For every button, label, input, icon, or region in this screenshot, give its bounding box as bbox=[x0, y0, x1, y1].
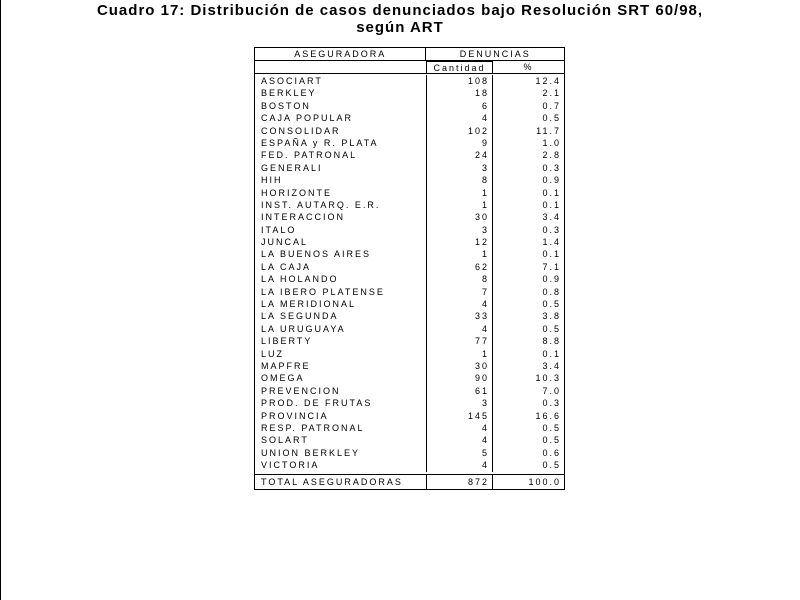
row-pct: 11.7 bbox=[492, 125, 564, 137]
row-cantidad: 8 bbox=[426, 174, 492, 186]
table-row bbox=[255, 397, 564, 409]
row-pct: 10.3 bbox=[492, 372, 564, 384]
row-name: LA MERIDIONAL bbox=[261, 299, 357, 310]
row-name: LUZ bbox=[261, 348, 285, 359]
table-subheader-row bbox=[255, 61, 564, 74]
row-pct: 0.1 bbox=[492, 199, 564, 211]
table-row bbox=[255, 335, 564, 347]
table-row bbox=[255, 459, 564, 471]
row-pct: 12.4 bbox=[492, 75, 564, 87]
row-pct: 0.3 bbox=[492, 397, 564, 409]
row-pct: 0.5 bbox=[492, 323, 564, 335]
row-name: LA SEGUNDA bbox=[261, 311, 339, 322]
total-cantidad: 872 bbox=[426, 475, 492, 489]
table-row bbox=[255, 360, 564, 372]
table-row bbox=[255, 323, 564, 335]
row-cantidad: 3 bbox=[426, 397, 492, 409]
table-row bbox=[255, 286, 564, 298]
row-pct: 3.4 bbox=[492, 360, 564, 372]
row-cantidad: 4 bbox=[426, 112, 492, 124]
row-name: GENERALI bbox=[261, 162, 323, 173]
denuncias-table bbox=[254, 47, 565, 490]
title-line-1: Cuadro 17: Distribución de casos denunciados bajo Resolución SRT 60/98, bbox=[96, 2, 704, 19]
row-cantidad: 145 bbox=[426, 410, 492, 422]
row-name: BERKLEY bbox=[261, 88, 317, 99]
row-name: OMEGA bbox=[261, 373, 305, 384]
row-pct: 0.3 bbox=[492, 162, 564, 174]
row-cantidad: 1 bbox=[426, 348, 492, 360]
table-total-row bbox=[255, 474, 564, 489]
table-row bbox=[255, 187, 564, 199]
row-name: LA IBERO PLATENSE bbox=[261, 286, 385, 297]
row-cantidad: 1 bbox=[426, 187, 492, 199]
table-row bbox=[255, 112, 564, 124]
table-row bbox=[255, 310, 564, 322]
row-cantidad: 1 bbox=[426, 248, 492, 260]
row-cantidad: 6 bbox=[426, 100, 492, 112]
row-name: HORIZONTE bbox=[261, 187, 332, 198]
row-name: CAJA POPULAR bbox=[261, 113, 354, 124]
table-row bbox=[255, 385, 564, 397]
row-pct: 0.1 bbox=[492, 248, 564, 260]
table-row bbox=[255, 137, 564, 149]
row-name: ESPAÑA y R. PLATA bbox=[261, 137, 379, 148]
table-row bbox=[255, 87, 564, 99]
table-row bbox=[255, 199, 564, 211]
row-cantidad: 4 bbox=[426, 298, 492, 310]
total-label: TOTAL ASEGURADORAS bbox=[261, 476, 403, 487]
row-cantidad: 4 bbox=[426, 434, 492, 446]
table-row bbox=[255, 224, 564, 236]
row-cantidad: 61 bbox=[426, 385, 492, 397]
table-row bbox=[255, 149, 564, 161]
row-pct: 0.3 bbox=[492, 224, 564, 236]
table-row bbox=[255, 422, 564, 434]
row-pct: 0.8 bbox=[492, 286, 564, 298]
row-name: CONSOLIDAR bbox=[261, 125, 341, 136]
row-pct: 2.1 bbox=[492, 87, 564, 99]
table-row bbox=[255, 125, 564, 137]
row-cantidad: 12 bbox=[426, 236, 492, 248]
row-name: RESP. PATRONAL bbox=[261, 422, 365, 433]
table-row bbox=[255, 273, 564, 285]
table-header-row bbox=[255, 48, 564, 61]
row-name: PREVENCION bbox=[261, 385, 341, 396]
row-cantidad: 7 bbox=[426, 286, 492, 298]
table-row bbox=[255, 100, 564, 112]
row-name: ITALO bbox=[261, 224, 297, 235]
row-cantidad: 4 bbox=[426, 459, 492, 471]
row-pct: 1.0 bbox=[492, 137, 564, 149]
table-row bbox=[255, 174, 564, 186]
row-pct: 1.4 bbox=[492, 236, 564, 248]
row-cantidad: 77 bbox=[426, 335, 492, 347]
row-pct: 8.8 bbox=[492, 335, 564, 347]
row-name: LIBERTY bbox=[261, 336, 313, 347]
row-cantidad: 62 bbox=[426, 261, 492, 273]
row-cantidad: 5 bbox=[426, 447, 492, 459]
row-pct: 0.5 bbox=[492, 422, 564, 434]
row-name: PROVINCIA bbox=[261, 410, 329, 421]
table-row bbox=[255, 372, 564, 384]
row-cantidad: 8 bbox=[426, 273, 492, 285]
row-pct: 0.6 bbox=[492, 447, 564, 459]
row-cantidad: 4 bbox=[426, 422, 492, 434]
frame-left-border bbox=[0, 0, 1, 600]
row-cantidad: 3 bbox=[426, 162, 492, 174]
row-pct: 0.5 bbox=[492, 112, 564, 124]
row-cantidad: 108 bbox=[426, 75, 492, 87]
row-pct: 0.5 bbox=[492, 298, 564, 310]
row-name: VICTORIA bbox=[261, 460, 320, 471]
row-cantidad: 4 bbox=[426, 323, 492, 335]
row-name: INTERACCION bbox=[261, 212, 346, 223]
table-body bbox=[255, 74, 564, 472]
row-pct: 0.9 bbox=[492, 174, 564, 186]
row-name: LA HOLANDO bbox=[261, 274, 339, 285]
row-name: LA CAJA bbox=[261, 261, 312, 272]
row-pct: 7.0 bbox=[492, 385, 564, 397]
row-name: LA BUENOS AIRES bbox=[261, 249, 372, 260]
table-row bbox=[255, 211, 564, 223]
row-pct: 3.4 bbox=[492, 211, 564, 223]
row-name: BOSTON bbox=[261, 100, 311, 111]
row-cantidad: 9 bbox=[426, 137, 492, 149]
header-denuncias: DENUNCIAS bbox=[425, 48, 564, 60]
table-row bbox=[255, 348, 564, 360]
table-row bbox=[255, 162, 564, 174]
row-name: INST. AUTARQ. E.R. bbox=[261, 199, 381, 210]
total-pct: 100.0 bbox=[492, 475, 564, 489]
row-cantidad: 1 bbox=[426, 199, 492, 211]
table-row bbox=[255, 248, 564, 260]
row-cantidad: 90 bbox=[426, 372, 492, 384]
page-title bbox=[0, 2, 800, 36]
row-pct: 0.5 bbox=[492, 434, 564, 446]
row-name: FED. PATRONAL bbox=[261, 150, 358, 161]
row-pct: 0.9 bbox=[492, 273, 564, 285]
header-cantidad: Cantidad bbox=[426, 61, 492, 73]
row-name: LA URUGUAYA bbox=[261, 323, 346, 334]
header-aseguradora: ASEGURADORA bbox=[294, 49, 387, 59]
row-cantidad: 30 bbox=[426, 360, 492, 372]
row-cantidad: 102 bbox=[426, 125, 492, 137]
row-name: PROD. DE FRUTAS bbox=[261, 398, 373, 409]
row-pct: 16.6 bbox=[492, 410, 564, 422]
row-cantidad: 3 bbox=[426, 224, 492, 236]
table-row bbox=[255, 298, 564, 310]
row-name: UNION BERKLEY bbox=[261, 447, 361, 458]
row-name: JUNCAL bbox=[261, 237, 309, 248]
row-pct: 0.1 bbox=[492, 348, 564, 360]
table-row bbox=[255, 75, 564, 87]
row-pct: 7.1 bbox=[492, 261, 564, 273]
row-cantidad: 30 bbox=[426, 211, 492, 223]
header-pct: % bbox=[492, 61, 564, 73]
row-name: ASOCIART bbox=[261, 76, 323, 86]
title-line-2: según ART bbox=[356, 19, 444, 36]
row-pct: 0.5 bbox=[492, 459, 564, 471]
row-pct: 0.1 bbox=[492, 187, 564, 199]
row-cantidad: 33 bbox=[426, 310, 492, 322]
table-row bbox=[255, 261, 564, 273]
row-pct: 3.8 bbox=[492, 310, 564, 322]
header-empty bbox=[255, 61, 426, 73]
row-cantidad: 24 bbox=[426, 149, 492, 161]
table-row bbox=[255, 236, 564, 248]
table-row bbox=[255, 410, 564, 422]
table-row bbox=[255, 434, 564, 446]
row-pct: 0.7 bbox=[492, 100, 564, 112]
row-name: MAPFRE bbox=[261, 360, 311, 371]
row-name: SOLART bbox=[261, 435, 309, 446]
row-pct: 2.8 bbox=[492, 149, 564, 161]
row-name: HIH bbox=[261, 175, 283, 186]
table-row bbox=[255, 447, 564, 459]
row-cantidad: 18 bbox=[426, 87, 492, 99]
